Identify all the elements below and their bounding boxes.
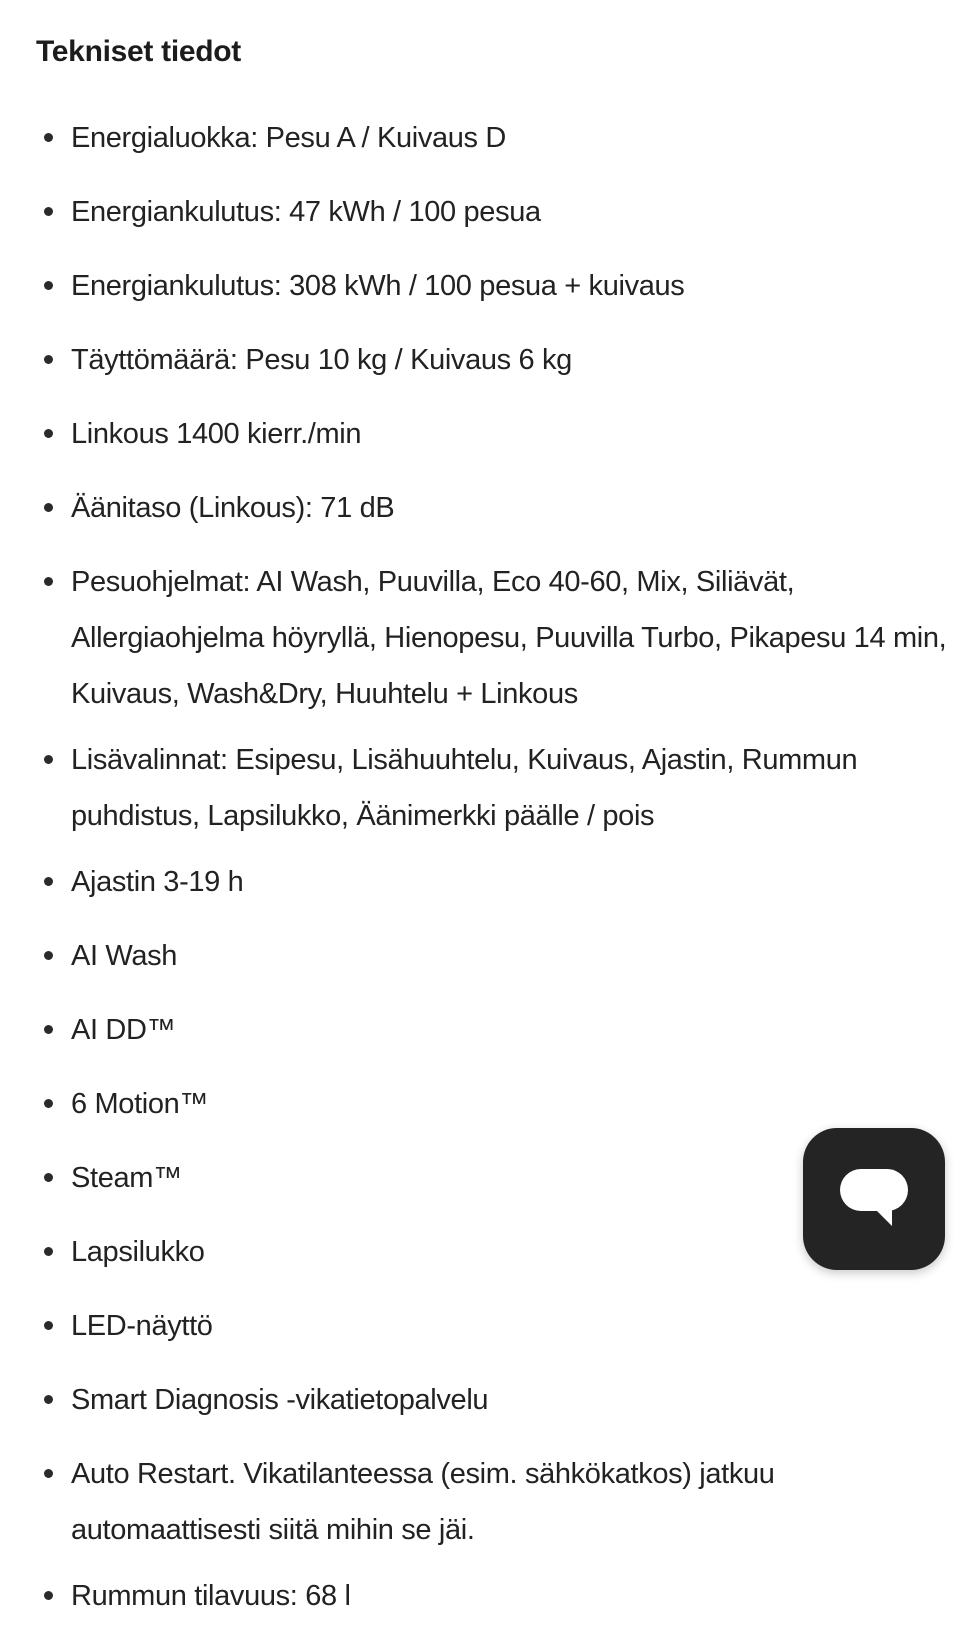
list-item-label: Energialuokka: Pesu A / Kuivaus D xyxy=(71,122,506,154)
bullet-icon xyxy=(44,577,53,586)
list-item-label: Lisävalinnat: Esipesu, Lisähuuhtelu, Kuivaus, Ajastin, Rummun puhdistus, Lapsilukko, Äänimerkki päälle / pois xyxy=(71,744,858,832)
bullet-icon xyxy=(44,207,53,216)
list-item xyxy=(36,1372,941,1428)
list-item-label: Steam™ xyxy=(71,1162,182,1194)
list-item-label: AI Wash xyxy=(71,940,178,972)
list-item-label: AI DD™ xyxy=(71,1014,176,1046)
bullet-icon xyxy=(44,755,53,764)
bullet-icon xyxy=(44,429,53,438)
bullet-icon xyxy=(44,1173,53,1182)
technical-specs-list xyxy=(36,110,947,1642)
list-item xyxy=(36,110,941,166)
list-item-label: Energiankulutus: 308 kWh / 100 pesua + kuivaus xyxy=(71,270,685,302)
list-item-label: Äänitaso (Linkous): 71 dB xyxy=(71,492,395,524)
list-item xyxy=(36,1076,941,1132)
bullet-icon xyxy=(44,1025,53,1034)
bullet-icon xyxy=(44,1247,53,1256)
list-item xyxy=(36,928,941,984)
bullet-icon xyxy=(44,1395,53,1404)
list-item-label: Ajastin 3-19 h xyxy=(71,866,244,898)
bullet-icon xyxy=(44,281,53,290)
list-item xyxy=(36,184,941,240)
list-item-label: Smart Diagnosis -vikatietopalvelu xyxy=(71,1384,489,1416)
bullet-icon xyxy=(44,951,53,960)
list-item xyxy=(36,1446,941,1558)
chat-bubble-icon xyxy=(838,1167,910,1231)
bullet-icon xyxy=(44,133,53,142)
list-item-label: LED-näyttö xyxy=(71,1310,213,1342)
bullet-icon xyxy=(44,877,53,886)
list-item xyxy=(36,406,941,462)
list-item xyxy=(36,1002,941,1058)
list-item-label: Energiankulutus: 47 kWh / 100 pesua xyxy=(71,196,541,228)
list-item-label: 6 Motion™ xyxy=(71,1088,209,1120)
bullet-icon xyxy=(44,1321,53,1330)
list-item xyxy=(36,732,941,844)
list-item-label: Täyttömäärä: Pesu 10 kg / Kuivaus 6 kg xyxy=(71,344,572,376)
list-item xyxy=(36,1298,941,1354)
chat-launcher-button[interactable] xyxy=(803,1128,945,1270)
list-item xyxy=(36,480,941,536)
list-item xyxy=(36,554,947,722)
bullet-icon xyxy=(44,503,53,512)
bullet-icon xyxy=(44,1099,53,1108)
list-item xyxy=(36,854,941,910)
list-item xyxy=(36,1568,941,1624)
bullet-icon xyxy=(44,1591,53,1600)
list-item-label: Lapsilukko xyxy=(71,1236,205,1268)
list-item-label: Auto Restart. Vikatilanteessa (esim. sähkökatkos) jatkuu automaattisesti siitä mihin se jäi. xyxy=(71,1458,775,1546)
bullet-icon xyxy=(44,1469,53,1478)
page-title: Tekniset tiedot xyxy=(36,35,241,68)
list-item-label: Rummun tilavuus: 68 l xyxy=(71,1580,351,1612)
list-item xyxy=(36,332,941,388)
bullet-icon xyxy=(44,355,53,364)
list-item-label: Linkous 1400 kierr./min xyxy=(71,418,362,450)
list-item xyxy=(36,258,941,314)
list-item-label: Pesuohjelmat: AI Wash, Puuvilla, Eco 40-60, Mix, Siliävät, Allergiaohjelma höyryllä, Hienopesu, Puuvilla Turbo, Pikapesu 14 min, Kuivaus, Wash&Dry, Huuhtelu + Linkous xyxy=(71,566,947,710)
